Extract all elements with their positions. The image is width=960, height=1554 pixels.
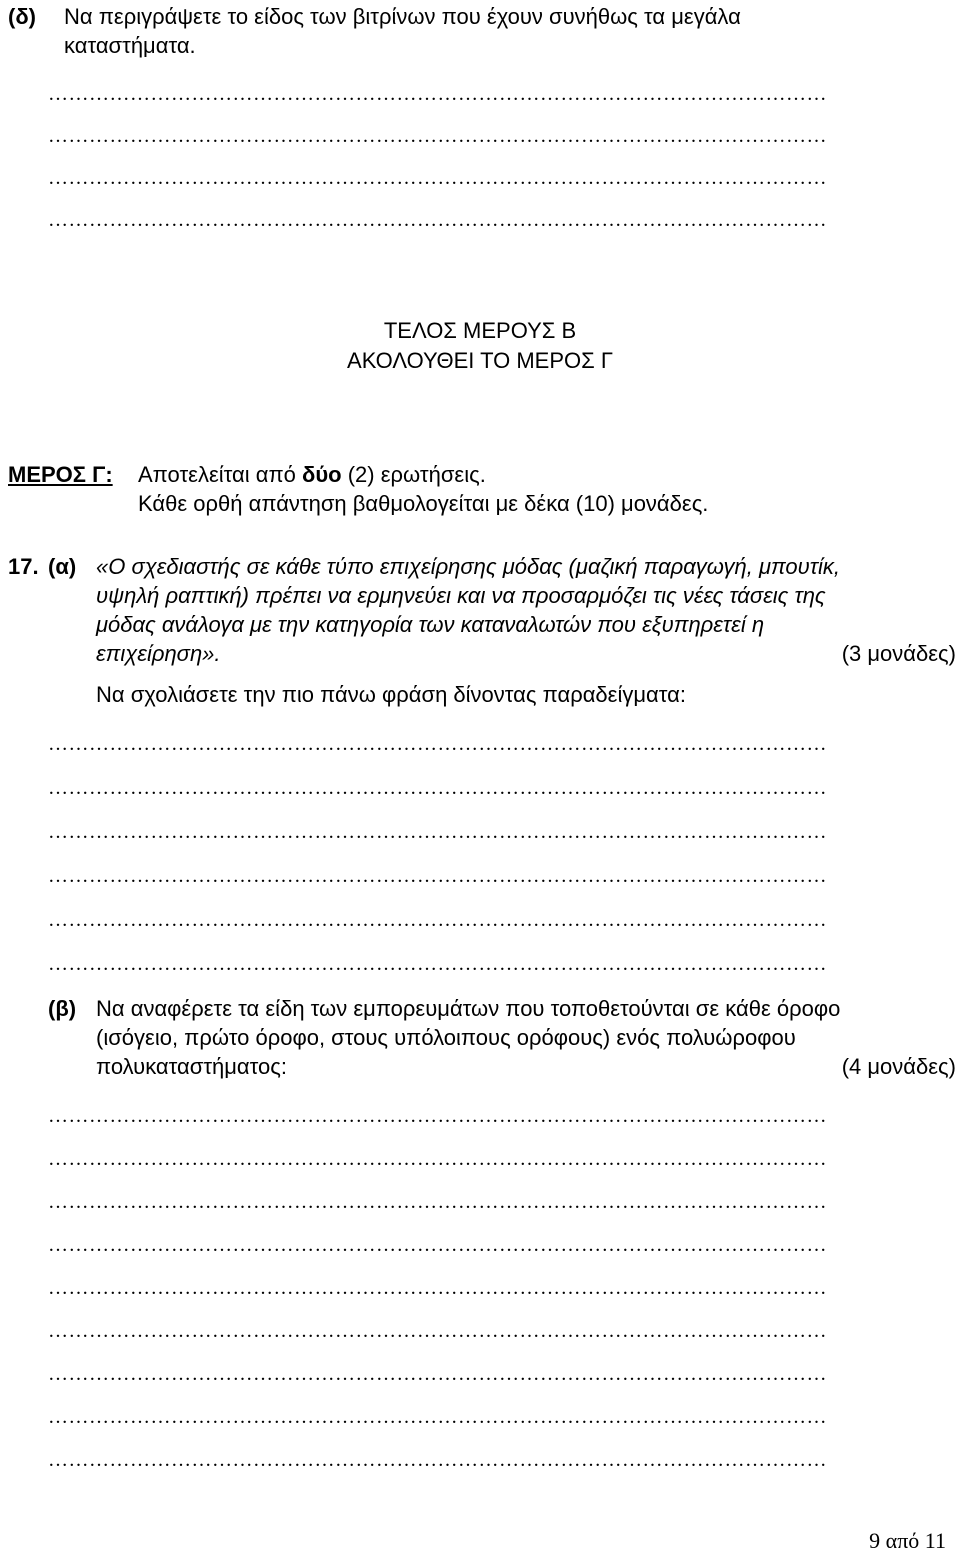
answer-line[interactable]: …………………………………………………………………………………………………… [48,84,827,104]
marks-label: (3 μονάδες) [841,641,956,666]
answer-line[interactable]: …………………………………………………………………………………………………… [48,778,827,798]
continue-part-c-heading: ΑΚΟΛΟΥΘΕΙ ΤΟ ΜΕΡΟΣ Γ [347,348,613,373]
answer-line[interactable]: …………………………………………………………………………………………………… [48,210,827,230]
answer-line[interactable]: …………………………………………………………………………………………………… [48,168,827,188]
question-label-d: (δ) [8,4,36,29]
part-c-intro-bold: δύο [302,462,342,487]
answer-line[interactable]: …………………………………………………………………………………………………… [48,1106,827,1126]
quote-line: επιχείρηση». [96,641,221,666]
question-instruction: Να σχολιάσετε την πιο πάνω φράση δίνοντας παραδείγματα: [96,682,686,707]
quote-line: «Ο σχεδιαστής σε κάθε τύπο επιχείρησης μόδας (μαζική παραγωγή, μπουτίκ, [96,554,840,579]
quote-line: μόδας ανάλογα με την κατηγορία των καταναλωτών που εξυπηρετεί η [96,612,765,637]
answer-line[interactable]: …………………………………………………………………………………………………… [48,822,827,842]
marks-label: (4 μονάδες) [841,1054,956,1079]
page-number: 9 από 11 [869,1528,946,1553]
answer-line[interactable]: …………………………………………………………………………………………………… [48,1407,827,1427]
part-c-intro-line [138,462,486,488]
answer-line[interactable]: …………………………………………………………………………………………………… [48,954,827,974]
answer-line[interactable]: …………………………………………………………………………………………………… [48,1321,827,1341]
answer-line[interactable]: …………………………………………………………………………………………………… [48,866,827,886]
answer-line[interactable]: …………………………………………………………………………………………………… [48,1278,827,1298]
question-text-line: Να περιγράψετε το είδος των βιτρίνων που έχουν συνήθως τα μεγάλα [64,4,741,29]
question-text-line: Να αναφέρετε τα είδη των εμπορευμάτων που τοποθετούνται σε κάθε όροφο [96,996,841,1021]
part-c-intro-pre: Αποτελείται από [138,462,303,487]
end-part-b-heading: ΤΕΛΟΣ ΜΕΡΟΥΣ Β [383,318,577,343]
answer-line[interactable]: …………………………………………………………………………………………………… [48,1364,827,1384]
question-label-b: (β) [48,996,77,1021]
answer-line[interactable]: …………………………………………………………………………………………………… [48,1192,827,1212]
answer-line[interactable]: …………………………………………………………………………………………………… [48,1235,827,1255]
answer-line[interactable]: …………………………………………………………………………………………………… [48,734,827,754]
answer-line[interactable]: …………………………………………………………………………………………………… [48,126,827,146]
answer-line[interactable]: …………………………………………………………………………………………………… [48,1450,827,1470]
answer-line[interactable]: …………………………………………………………………………………………………… [48,1149,827,1169]
part-c-scoring: Κάθε ορθή απάντηση βαθμολογείται με δέκα (10) μονάδες. [138,491,709,516]
question-text-line: πολυκαταστήματος: [96,1054,287,1079]
question-text-line: καταστήματα. [64,33,196,58]
question-label-a: (α) [48,554,77,579]
quote-line: υψηλή ραπτική) πρέπει να ερμηνεύει και να προσαρμόζει τις νέες τάσεις της [96,583,826,608]
question-text-line: (ισόγειο, πρώτο όροφο, στους υπόλοιπους ορόφους) ενός πολυώροφου [96,1025,796,1050]
part-c-intro-post: (2) ερωτήσεις. [341,462,486,487]
answer-line[interactable]: …………………………………………………………………………………………………… [48,910,827,930]
question-number: 17. [8,554,39,579]
part-c-label: ΜΕΡΟΣ Γ: [8,462,113,487]
